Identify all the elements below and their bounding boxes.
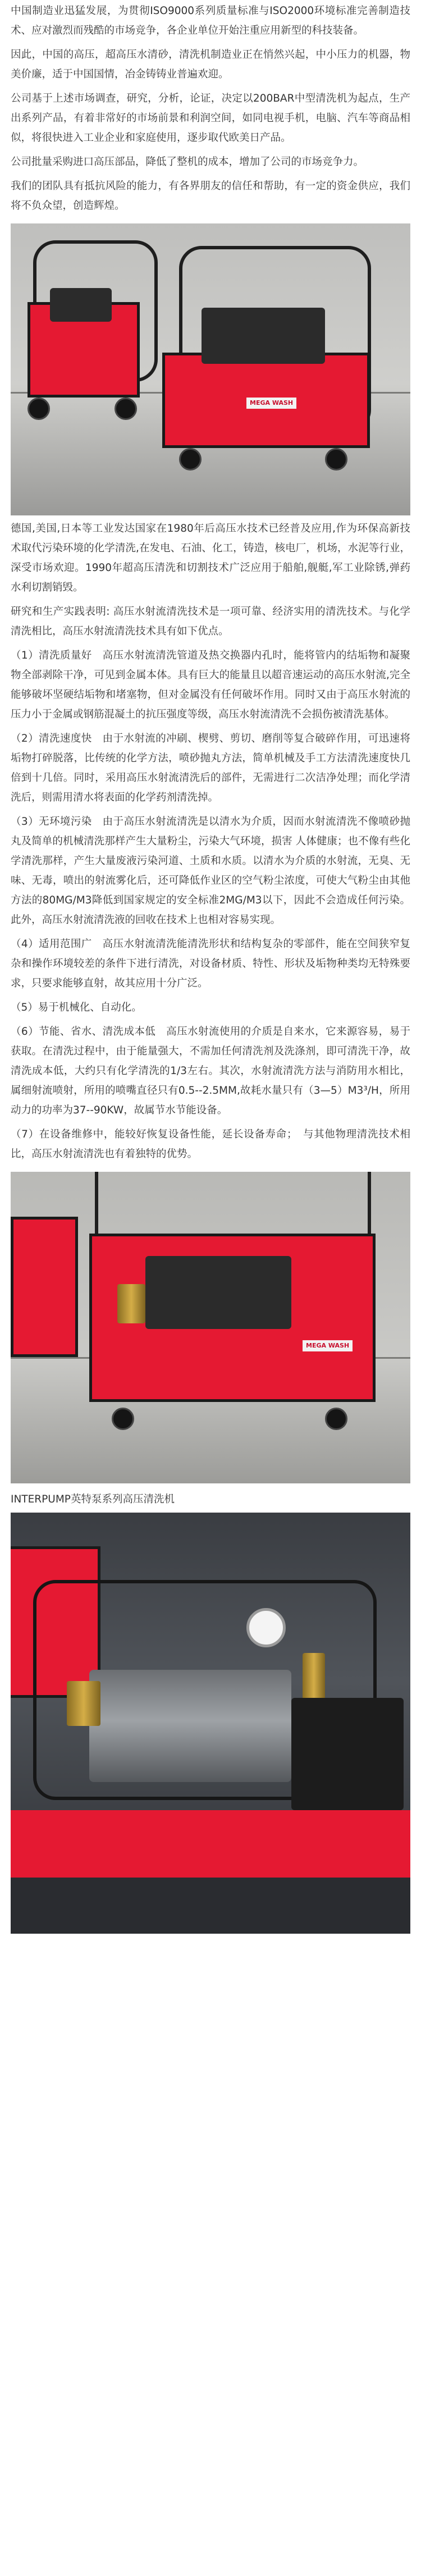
brand-plate: MEGA WASH [303, 1340, 353, 1351]
intro-paragraph: 公司基于上述市场调查，研究，分析，论证，决定以200BAR中型清洗机为起点，生产出系列产品，有着非常好的市场前景和利润空间，如同电视手机，电脑、汽车等商品相似，将很快进入工业企业和家庭使用，逐步取代欧美日产品。 [11, 93, 410, 144]
product-photo-side [11, 1172, 410, 1483]
body-paragraph: （4）适用范围广 高压水射流清洗能清洗形状和结构复杂的零部件，能在空间狭窄复杂和操作环境较差的条件下进行清洗，对设备材质、特性、形状及垢物种类均无特殊要求，只要求能够直射，故其应用十分广泛。 [11, 938, 410, 989]
body-paragraph: （7）在设备维修中，能较好恢复设备性能，延长设备寿命； 与其他物理清洗技术相比，高压水射流清洗也有着独特的优势。 [11, 1129, 410, 1160]
intro-section [0, 0, 421, 216]
body-paragraph: 研究和生产实践表明: 高压水射流清洗技术是一项可靠、经济实用的清洗技术。与化学清洗相比，高压水射流清洗技术具有如下优点。 [11, 606, 410, 637]
intro-paragraph: 因此，中国的高压，超高压水清砂，清洗机制造业正在悄然兴起，中小压力的机器，物美价廉，适于中国国情，冶金铸铸业普遍欢迎。 [11, 49, 410, 80]
body-paragraph: （2）清洗速度快 由于水射流的冲刷、楔劈、剪切、磨削等复合破碎作用，可迅速将垢物打碎脱落，比传统的化学方法，喷砂抛丸方法，简单机械及手工方法清洗速度快几倍到十几倍。同时，采用高压水射流清洗后的部件，无需进行二次洁净处理；而化学清洗后，则需用清水将表面的化学药剂清洗掉。 [11, 733, 410, 803]
body-paragraph: （3）无环境污染 由于高压水射流清洗是以清水为介质，因而水射流清洗不像喷砂抛丸及简单的机械清洗那样产生大量粉尘，污染大气环境，损害 人体健康；也不像有些化学清洗那样，产生大量废液污染河道、土质和水质。以清水为介质的水射流，无臭、无味、无毒，喷出的射流雾化后，还可降低作业区的空气粉尘浓度，可使大气粉尘由其他方法的80MG/M3降低到国家规定的安全标准2MG/M3以下，因此不会造成任何污染。此外，高压水射流清洗液的回收在技术上也相对容易实现。 [11, 816, 410, 926]
main-section [0, 519, 421, 1164]
body-paragraph: （6）节能、省水、清洗成本低 高压水射流使用的介质是自来水，它来源容易，易于获取。在清洗过程中，由于能量强大，不需加任何清洗剂及洗涤剂，即可清洗干净，故清洗成本低，大约只有化学清洗的1/3左右。其次，水射流清洗方法与消防用水相比，属细射流喷射，所用的喷嘴直径只有0.5--2.5MM,故耗水量只有（3—5）M3³/H，所用动力的功率为37--90KW，故属节水节能设备。 [11, 1026, 410, 1116]
photo-caption: INTERPUMP英特泵系列高压清洗机 [11, 1493, 175, 1505]
body-paragraph: （1）清洗质量好 高压水射流清洗管道及热交换器内孔时，能将管内的结垢物和凝聚物全部剥除干净，可见到金属本体。具有巨大的能量且以超音速运动的高压水射流,完全能够破坏坚硬结垢物和堵塞物，但对金属没有任何破坏作用。同时又由于高压水射流的压力小于金属或钢筋混凝土的抗压强度等级，高压水射流清洗不会损伤被清洗基体。 [11, 650, 410, 720]
product-photo-two-machines [11, 223, 410, 515]
body-paragraph: （5）易于机械化、自动化。 [11, 1002, 142, 1013]
intro-paragraph: 公司批量采购进口高压部品，降低了整机的成本，增加了公司的市场竞争力。 [11, 156, 364, 168]
body-paragraph: 德国,美国,日本等工业发达国家在1980年后高压水技术已经普及应用,作为环保高新技术取代污染环境的化学清洗,在发电、石油、化工，铸造，核电厂，机场，水泥等行业，深受市场欢迎。1990年超高压清洗和切割技术广泛应用于船舶,舰艇,军工业除锈,弹药水利切割销毁。 [11, 523, 410, 593]
brand-plate: MEGA WASH [246, 398, 296, 409]
intro-paragraph: 中国制造业迅猛发展，为贯彻ISO9000系列质量标准与ISO2000环境标准完善制造技术、应对激烈而残酷的市场竞争，各企业单位开始注重应用新型的科技装备。 [11, 5, 410, 36]
intro-paragraph: 我们的团队具有抵抗风险的能力，有各界朋友的信任和帮助，有一定的资金供应，我们将不负众望，创造辉煌。 [11, 180, 410, 212]
pump-closeup-photo [11, 1513, 410, 1934]
